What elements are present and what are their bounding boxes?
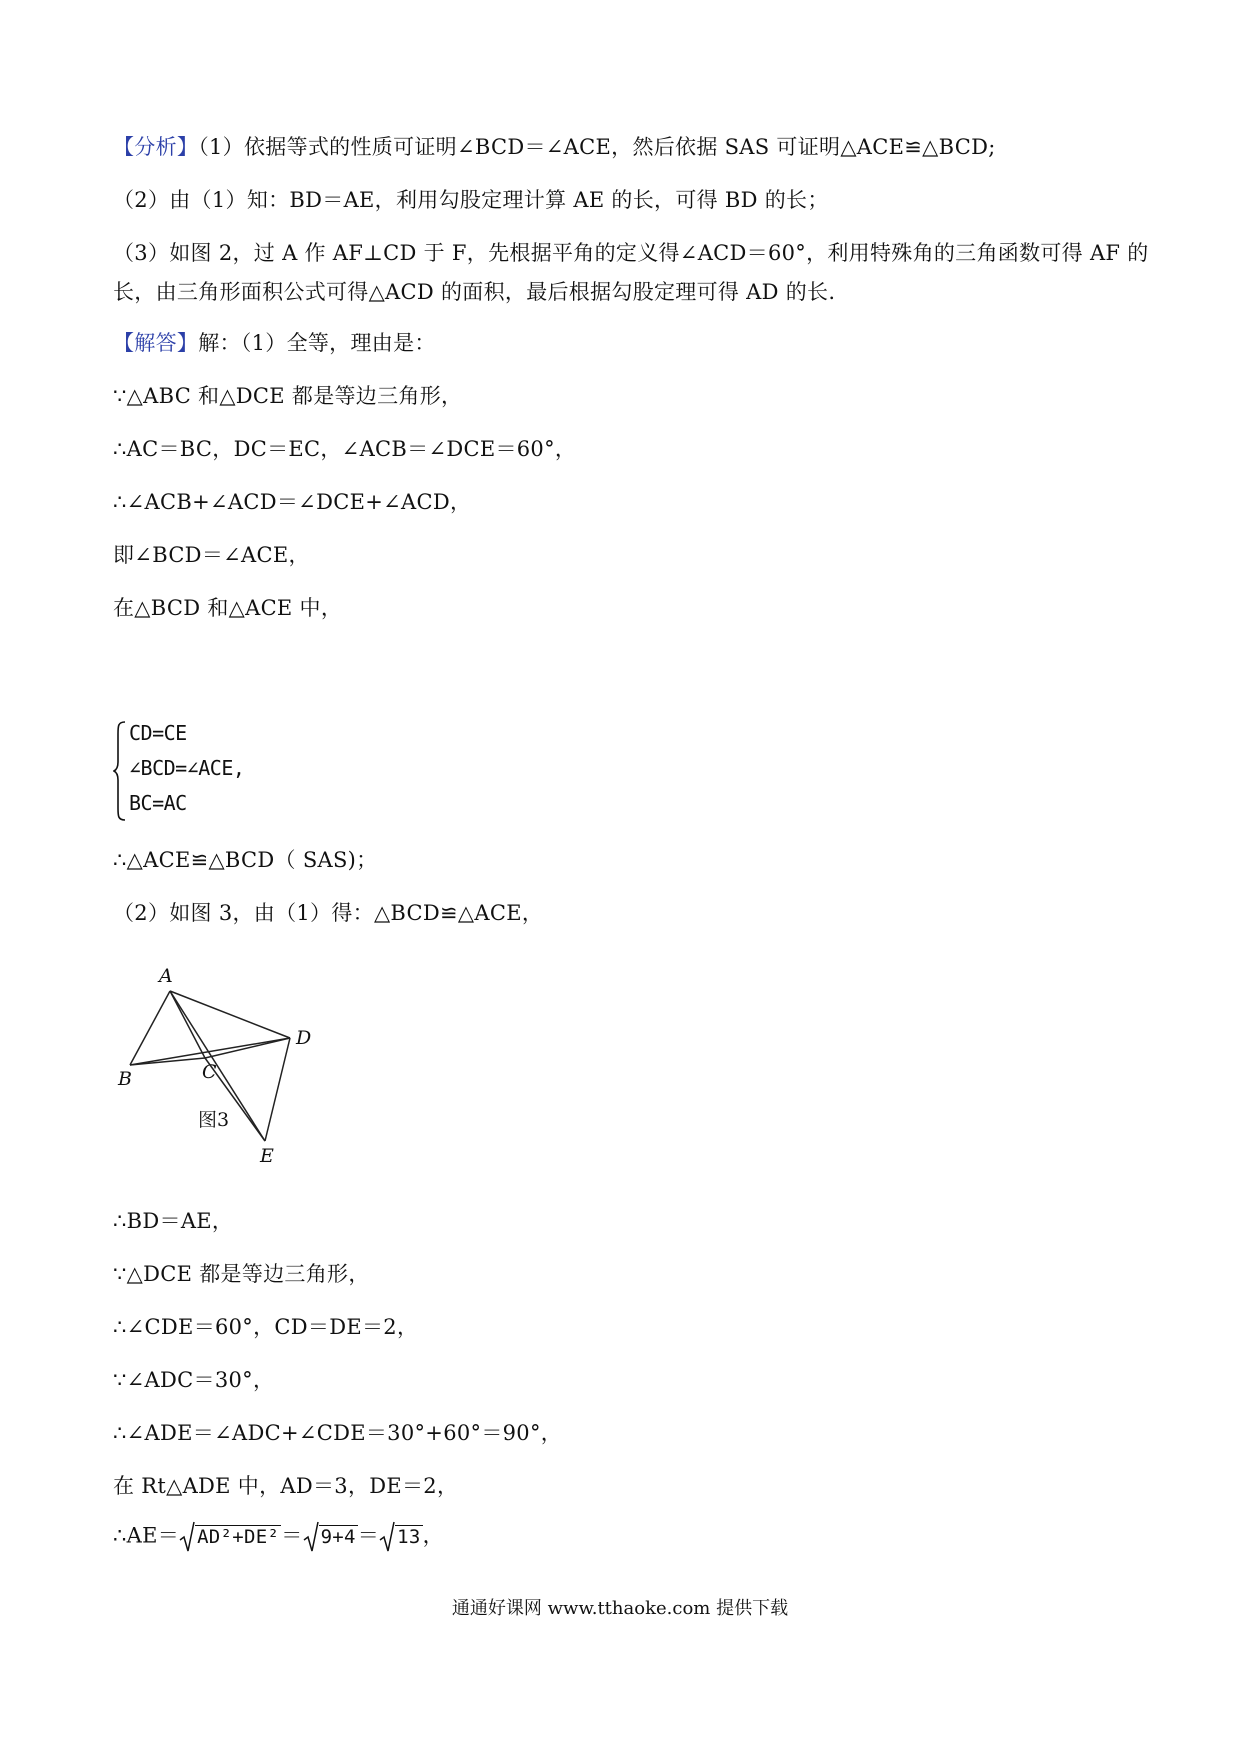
segment-ab bbox=[130, 991, 170, 1065]
analysis-tag: 【分析】 bbox=[113, 135, 199, 159]
solution-step-3: ∴∠ACB+∠ACD＝∠DCE+∠ACD， bbox=[113, 490, 472, 514]
solution-step-2: ∴AC＝BC，DC＝EC，∠ACB＝∠DCE＝60°， bbox=[113, 437, 577, 461]
solution-step-13: 在 Rt△ADE 中，AD＝3，DE＝2， bbox=[113, 1474, 459, 1498]
analysis-text-1: （1）依据等式的性质可证明∠BCD＝∠ACE，然后依据 SAS 可证明△ACE≌△BCD; bbox=[198, 135, 996, 159]
radical-2 bbox=[303, 1520, 358, 1554]
segment-cd bbox=[205, 1038, 290, 1058]
analysis-line-2: （2）由（1）知：BD＝AE，利用勾股定理计算 AE 的长，可得 BD 的长； bbox=[113, 188, 829, 212]
solution-step-10: ∴∠CDE＝60°，CD＝DE＝2， bbox=[113, 1315, 419, 1339]
left-brace-icon bbox=[113, 720, 127, 822]
system-row-2: ∠BCD=∠ACE, bbox=[129, 756, 245, 780]
radical-3 bbox=[379, 1520, 422, 1554]
geometry-figure-3 bbox=[110, 965, 360, 1175]
solution-step-4: 即∠BCD＝∠ACE， bbox=[113, 543, 310, 567]
equals-1: ＝ bbox=[281, 1523, 303, 1548]
solution-step-11: ∵∠ADC＝30°， bbox=[113, 1368, 275, 1392]
solution-step-12: ∴∠ADE＝∠ADC+∠CDE＝30°+60°＝90°， bbox=[113, 1421, 563, 1445]
analysis-line-3: （3）如图 2，过 A 作 AF⊥CD 于 F，先根据平角的定义得∠ACD＝60°，利用特殊角的三角函数可得 AF 的 bbox=[113, 241, 1149, 265]
label-a: A bbox=[159, 965, 173, 987]
sqrt-sign-icon bbox=[179, 1520, 195, 1554]
solution-tag: 【解答】 bbox=[113, 331, 199, 355]
segment-de bbox=[265, 1038, 290, 1141]
sqrt-sign-icon bbox=[303, 1520, 319, 1554]
system-row-1: CD=CE bbox=[129, 721, 187, 745]
sqrt-sign-icon bbox=[379, 1520, 395, 1554]
radical-1 bbox=[179, 1520, 281, 1554]
radicand-1: AD²+DE² bbox=[197, 1525, 280, 1548]
analysis-line-1 bbox=[113, 132, 996, 162]
equals-2: ＝ bbox=[357, 1523, 380, 1548]
solution-step-7: （2）如图 3，由（1）得：△BCD≌△ACE， bbox=[113, 901, 544, 925]
label-d: D bbox=[296, 1027, 312, 1049]
equation-system bbox=[113, 720, 313, 822]
triangle-diagram bbox=[110, 965, 360, 1175]
solution-step-9: ∵△DCE 都是等边三角形， bbox=[113, 1262, 370, 1286]
page-footer: 通通好课网 www.tthaoke.com 提供下载 bbox=[451, 1598, 789, 1619]
solution-step-14 bbox=[113, 1520, 444, 1560]
solution-step-5: 在△BCD 和△ACE 中， bbox=[113, 596, 343, 620]
solution-step-8: ∴BD＝AE， bbox=[113, 1209, 234, 1233]
ae-prefix: ∴AE＝ bbox=[113, 1523, 180, 1548]
ae-suffix: ， bbox=[422, 1523, 444, 1548]
solution-step-1: ∵△ABC 和△DCE 都是等边三角形， bbox=[113, 384, 463, 408]
radicand-2: 9+4 bbox=[320, 1525, 356, 1548]
solution-step-6: ∴△ACE≌△BCD（ SAS)； bbox=[113, 848, 378, 872]
analysis-line-4: 长，由三角形面积公式可得△ACD 的面积，最后根据勾股定理可得 AD 的长. bbox=[113, 280, 836, 304]
radicand-3: 13 bbox=[397, 1525, 421, 1548]
segment-ad bbox=[170, 991, 290, 1038]
solution-intro-line bbox=[113, 328, 436, 358]
label-e: E bbox=[260, 1145, 274, 1167]
figure-caption: 图3 bbox=[198, 1109, 230, 1131]
label-c: C bbox=[202, 1061, 217, 1083]
solution-intro: 解：（1）全等，理由是： bbox=[198, 331, 436, 355]
system-row-3: BC=AC bbox=[129, 791, 187, 815]
segment-ac bbox=[170, 991, 205, 1058]
label-b: B bbox=[118, 1068, 132, 1090]
